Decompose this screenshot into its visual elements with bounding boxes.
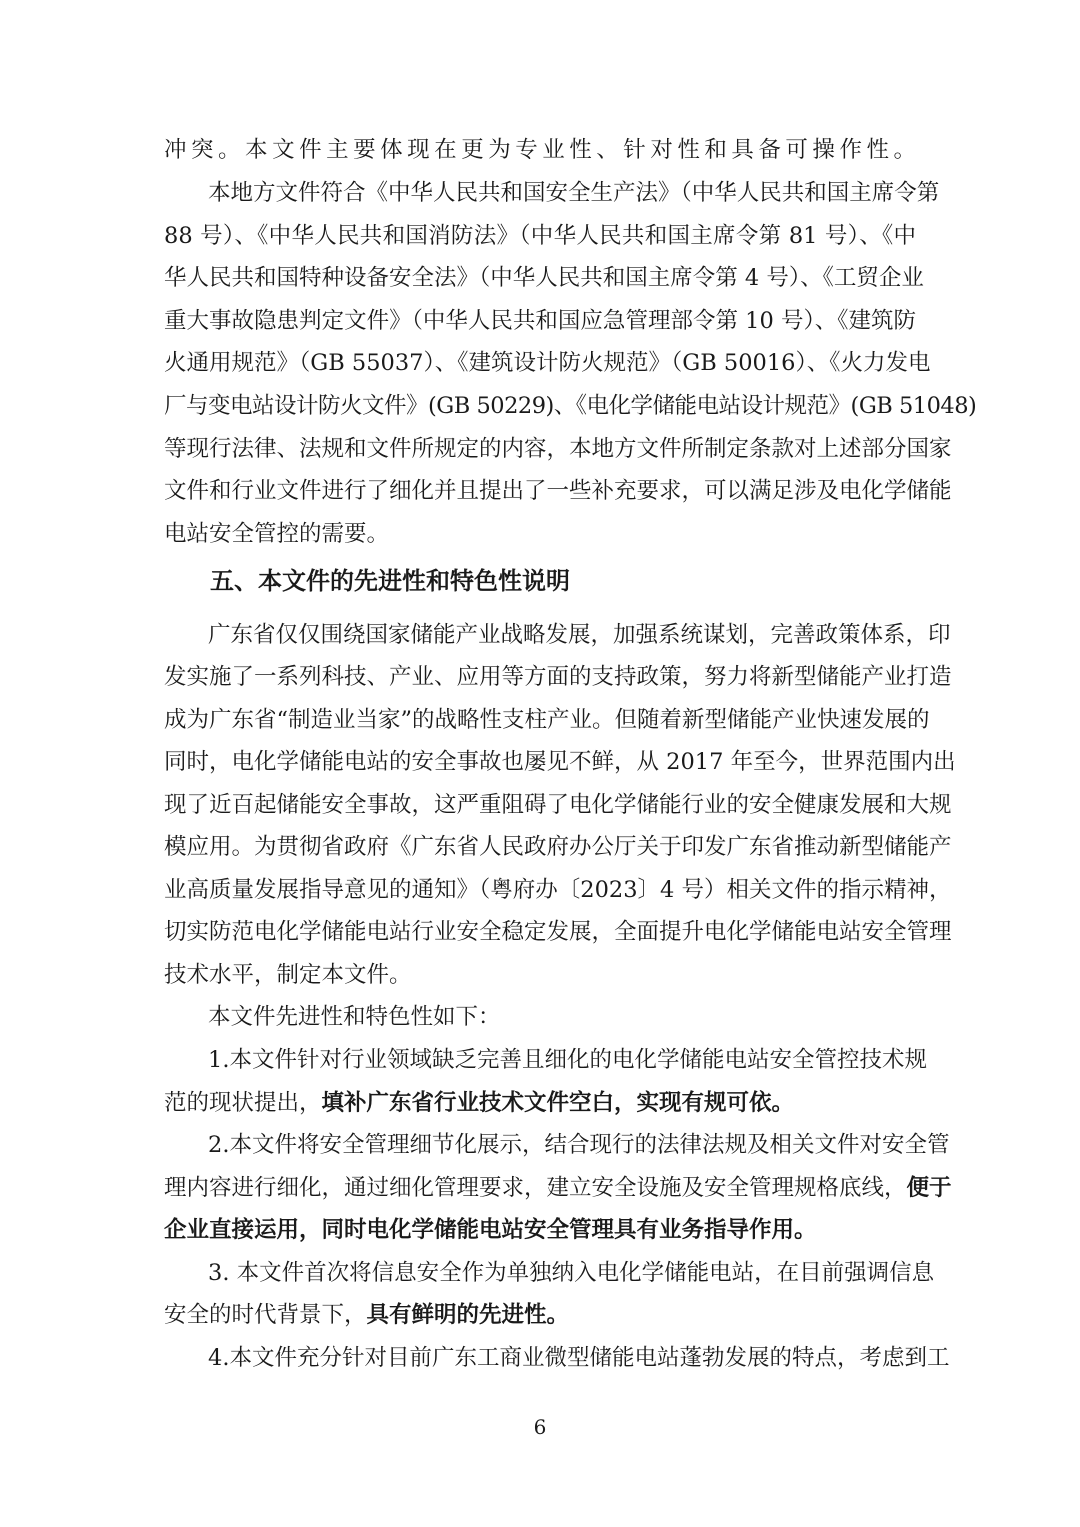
paragraph-line: 本地方文件符合《中华人民共和国安全生产法》（中华人民共和国主席令第 <box>208 180 940 206</box>
paragraph-line: 电站安全管控的需要。 <box>164 521 390 547</box>
paragraph-line: 等现行法律、法规和文件所规定的内容，本地方文件所制定条款对上述部分国家 <box>164 436 952 462</box>
paragraph-line: 同时，电化学储能电站的安全事故也屡见不鲜，从 2017 年至今，世界范围内出 <box>164 749 956 775</box>
bold-emphasis: 企业直接运用，同时电化学储能电站安全管理具有业务指导作用。 <box>164 1217 817 1243</box>
paragraph-line: 切实防范电化学储能电站行业安全稳定发展，全面提升电化学储能电站安全管理 <box>164 919 952 945</box>
paragraph-line: 重大事故隐患判定文件》（中华人民共和国应急管理部令第 10 号）、《建筑防 <box>164 308 916 334</box>
list-item-line: 3. 本文件首次将信息安全作为单独纳入电化学储能电站，在目前强调信息 <box>208 1260 935 1286</box>
list-item-line: 安全的时代背景下，具有鲜明的先进性。 <box>164 1302 570 1328</box>
paragraph-line: 冲突。本文件主要体现在更为专业性、针对性和具备可操作性。 <box>164 137 916 163</box>
bold-emphasis: 便于 <box>906 1175 952 1201</box>
paragraph-line: 本文件先进性和特色性如下： <box>208 1004 501 1030</box>
list-item-line: 1.本文件针对行业领域缺乏完善且细化的电化学储能电站安全管控技术规 <box>208 1047 927 1073</box>
bold-emphasis: 填补广东省行业技术文件空白，实现有规可依。 <box>321 1090 795 1116</box>
paragraph-line: 文件和行业文件进行了细化并且提出了一些补充要求，可以满足涉及电化学储能 <box>164 478 952 504</box>
paragraph-line: 现了近百起储能安全事故，这严重阻碍了电化学储能行业的安全健康发展和大规 <box>164 792 952 818</box>
paragraph-line: 成为广东省“制造业当家”的战略性支柱产业。但随着新型储能产业快速发展的 <box>164 707 930 733</box>
paragraph-line: 华人民共和国特种设备安全法》（中华人民共和国主席令第 4 号）、《工贸企业 <box>164 265 924 291</box>
page-number: 6 <box>533 1415 547 1439</box>
list-item-line: 理内容进行细化，通过细化管理要求，建立安全设施及安全管理规格底线，便于 <box>164 1175 952 1201</box>
paragraph-line: 模应用。为贯彻省政府《广东省人民政府办公厅关于印发广东省推动新型储能产 <box>164 834 952 860</box>
paragraph-line: 88 号）、《中华人民共和国消防法》（中华人民共和国主席令第 81 号）、《中 <box>164 223 916 249</box>
paragraph-line: 发实施了一系列科技、产业、应用等方面的支持政策，努力将新型储能产业打造 <box>164 664 952 690</box>
list-item-line <box>164 1215 817 1245</box>
paragraph-line: 业高质量发展指导意见的通知》（粤府办〔2023〕4 号）相关文件的指示精神， <box>164 877 952 903</box>
section-heading: 五、本文件的先进性和特色性说明 <box>210 567 570 595</box>
paragraph-line: 厂与变电站设计防火文件》(GB 50229)、《电化学储能电站设计规范》(GB 51048) <box>164 393 977 419</box>
list-item-line: 4.本文件充分针对目前广东工商业微型储能电站蓬勃发展的特点，考虑到工 <box>208 1345 950 1371</box>
list-item-line: 范的现状提出，填补广东省行业技术文件空白，实现有规可依。 <box>164 1090 795 1116</box>
paragraph-line: 技术水平，制定本文件。 <box>164 962 412 988</box>
paragraph-line: 广东省仅仅围绕国家储能产业战略发展，加强系统谋划，完善政策体系，印 <box>208 622 951 648</box>
list-item-line: 2.本文件将安全管理细节化展示，结合现行的法律法规及相关文件对安全管 <box>208 1132 950 1158</box>
paragraph-line: 火通用规范》（GB 55037）、《建筑设计防火规范》（GB 50016）、《火力发电 <box>164 350 931 376</box>
bold-emphasis: 具有鲜明的先进性。 <box>366 1302 570 1328</box>
